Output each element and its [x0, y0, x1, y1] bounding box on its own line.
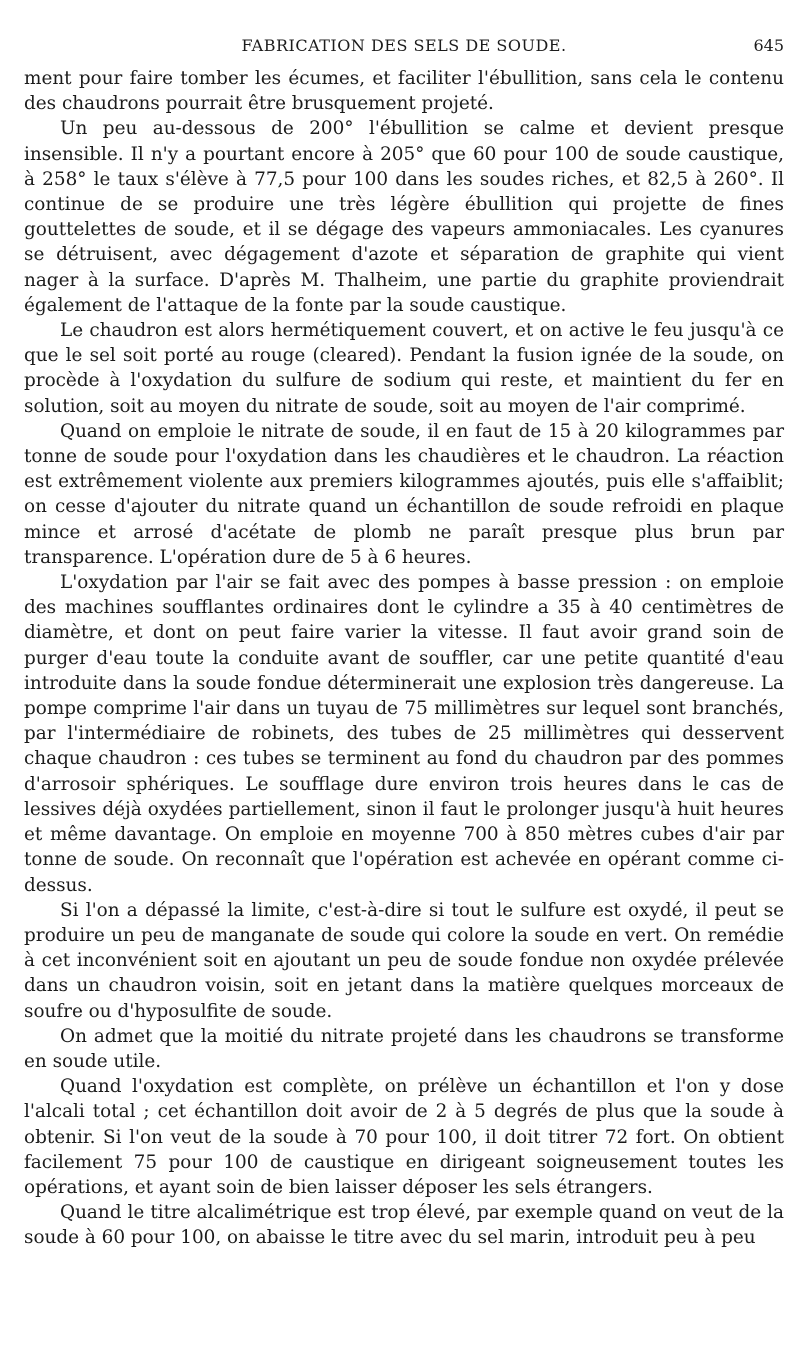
paragraph-7: On admet que la moitié du nitrate projeté dans les chaudrons se transforme en soude utile.	[24, 1025, 784, 1072]
page-number: 645	[753, 36, 784, 55]
paragraph-1: ment pour faire tomber les écumes, et faciliter l'ébullition, sans cela le contenu des chaudrons pourrait être brusquement projeté.	[24, 68, 784, 115]
paragraph-2: Un peu au-dessous de 200° l'ébullition se calme et devient presque insensible. Il n'y a pourtant encore à 205° que 60 pour 100 de soude caustique, à 258° le taux s'élève à 77,5 pour 100 dans les soudes riches, et 82,5 à 260°. Il continue de se produire une très légère ébullition qui projette de fines gouttelettes de soude, et il se dégage des vapeurs ammoniacales. Les cyanures se détruisent, avec dégagement d'azote et séparation de graphite qui vient nager à la surface. D'après M. Thalheim, une partie du graphite proviendrait également de l'attaque de la fonte par la soude caustique.	[24, 118, 784, 316]
paragraph-8: Quand l'oxydation est complète, on prélève un échantillon et l'on y dose l'alcali total ; cet échantillon doit avoir de 2 à 5 degrés de plus que la soude à obtenir. Si l'on veut de la soude à 70 pour 100, il doit titrer 72 fort. On obtient facilement 75 pour 100 de caustique en dirigeant soigneusement toutes les opérations, et ayant soin de bien laisser déposer les sels étrangers.	[24, 1076, 784, 1198]
paragraph-4: Quand on emploie le nitrate de soude, il en faut de 15 à 20 kilogrammes par tonne de soude pour l'oxydation dans les chaudières et le chaudron. La réaction est extrêmement violente aux premiers kilogrammes ajoutés, puis elle s'affaiblit; on cesse d'ajouter du nitrate quand un échantillon de soude refroidi en plaque mince et arrosé d'acétate de plomb ne paraît presque plus brun par transparence. L'opération dure de 5 à 6 heures.	[24, 420, 784, 568]
paragraph-3: Le chaudron est alors hermétiquement couvert, et on active le feu jusqu'à ce que le sel soit porté au rouge (cleared). Pendant la fusion ignée de la soude, on procède à l'oxydation du sulfure de sodium qui reste, et maintient du fer en solution, soit au moyen du nitrate de soude, soit au moyen de l'air comprimé.	[24, 320, 784, 417]
running-head	[24, 36, 784, 56]
paragraph-6: Si l'on a dépassé la limite, c'est-à-dire si tout le sulfure est oxydé, il peut se produire un peu de manganate de soude qui colore la soude en vert. On remédie à cet inconvénient soit en ajoutant un peu de soude fondue non oxydée prélevée dans un chaudron voisin, soit en jetant dans la matière quelques morceaux de soufre ou d'hyposulfite de soude.	[24, 899, 784, 1022]
paragraph-9: Quand le titre alcalimétrique est trop élevé, par exemple quand on veut de la soude à 60 pour 100, on abaisse le titre avec du sel marin, introduit peu à peu	[24, 1202, 784, 1249]
body-text	[24, 66, 784, 1251]
running-title: FABRICATION DES SELS DE SOUDE.	[241, 36, 567, 55]
paragraph-5: L'oxydation par l'air se fait avec des pompes à basse pression : on emploie des machines soufflantes ordinaires dont le cylindre a 35 à 40 centimètres de diamètre, et dont on peut faire varier la vitesse. Il faut avoir grand soin de purger d'eau toute la conduite avant de souffler, car une petite quantité d'eau introduite dans la soude fondue déterminerait une explosion très dangereuse. La pompe comprime l'air dans un tuyau de 75 millimètres sur lequel sont branchés, par l'intermédiaire de robinets, des tubes de 25 millimètres qui desservent chaque chaudron : ces tubes se terminent au fond du chaudron par des pommes d'arrosoir sphériques. Le soufflage dure environ trois heures dans le cas de lessives déjà oxydées partiellement, sinon il faut le prolonger jusqu'à huit heures et même davantage. On emploie en moyenne 700 à 850 mètres cubes d'air par tonne de soude. On reconnaît que l'opération est achevée en opérant comme ci-dessus.	[24, 572, 784, 896]
